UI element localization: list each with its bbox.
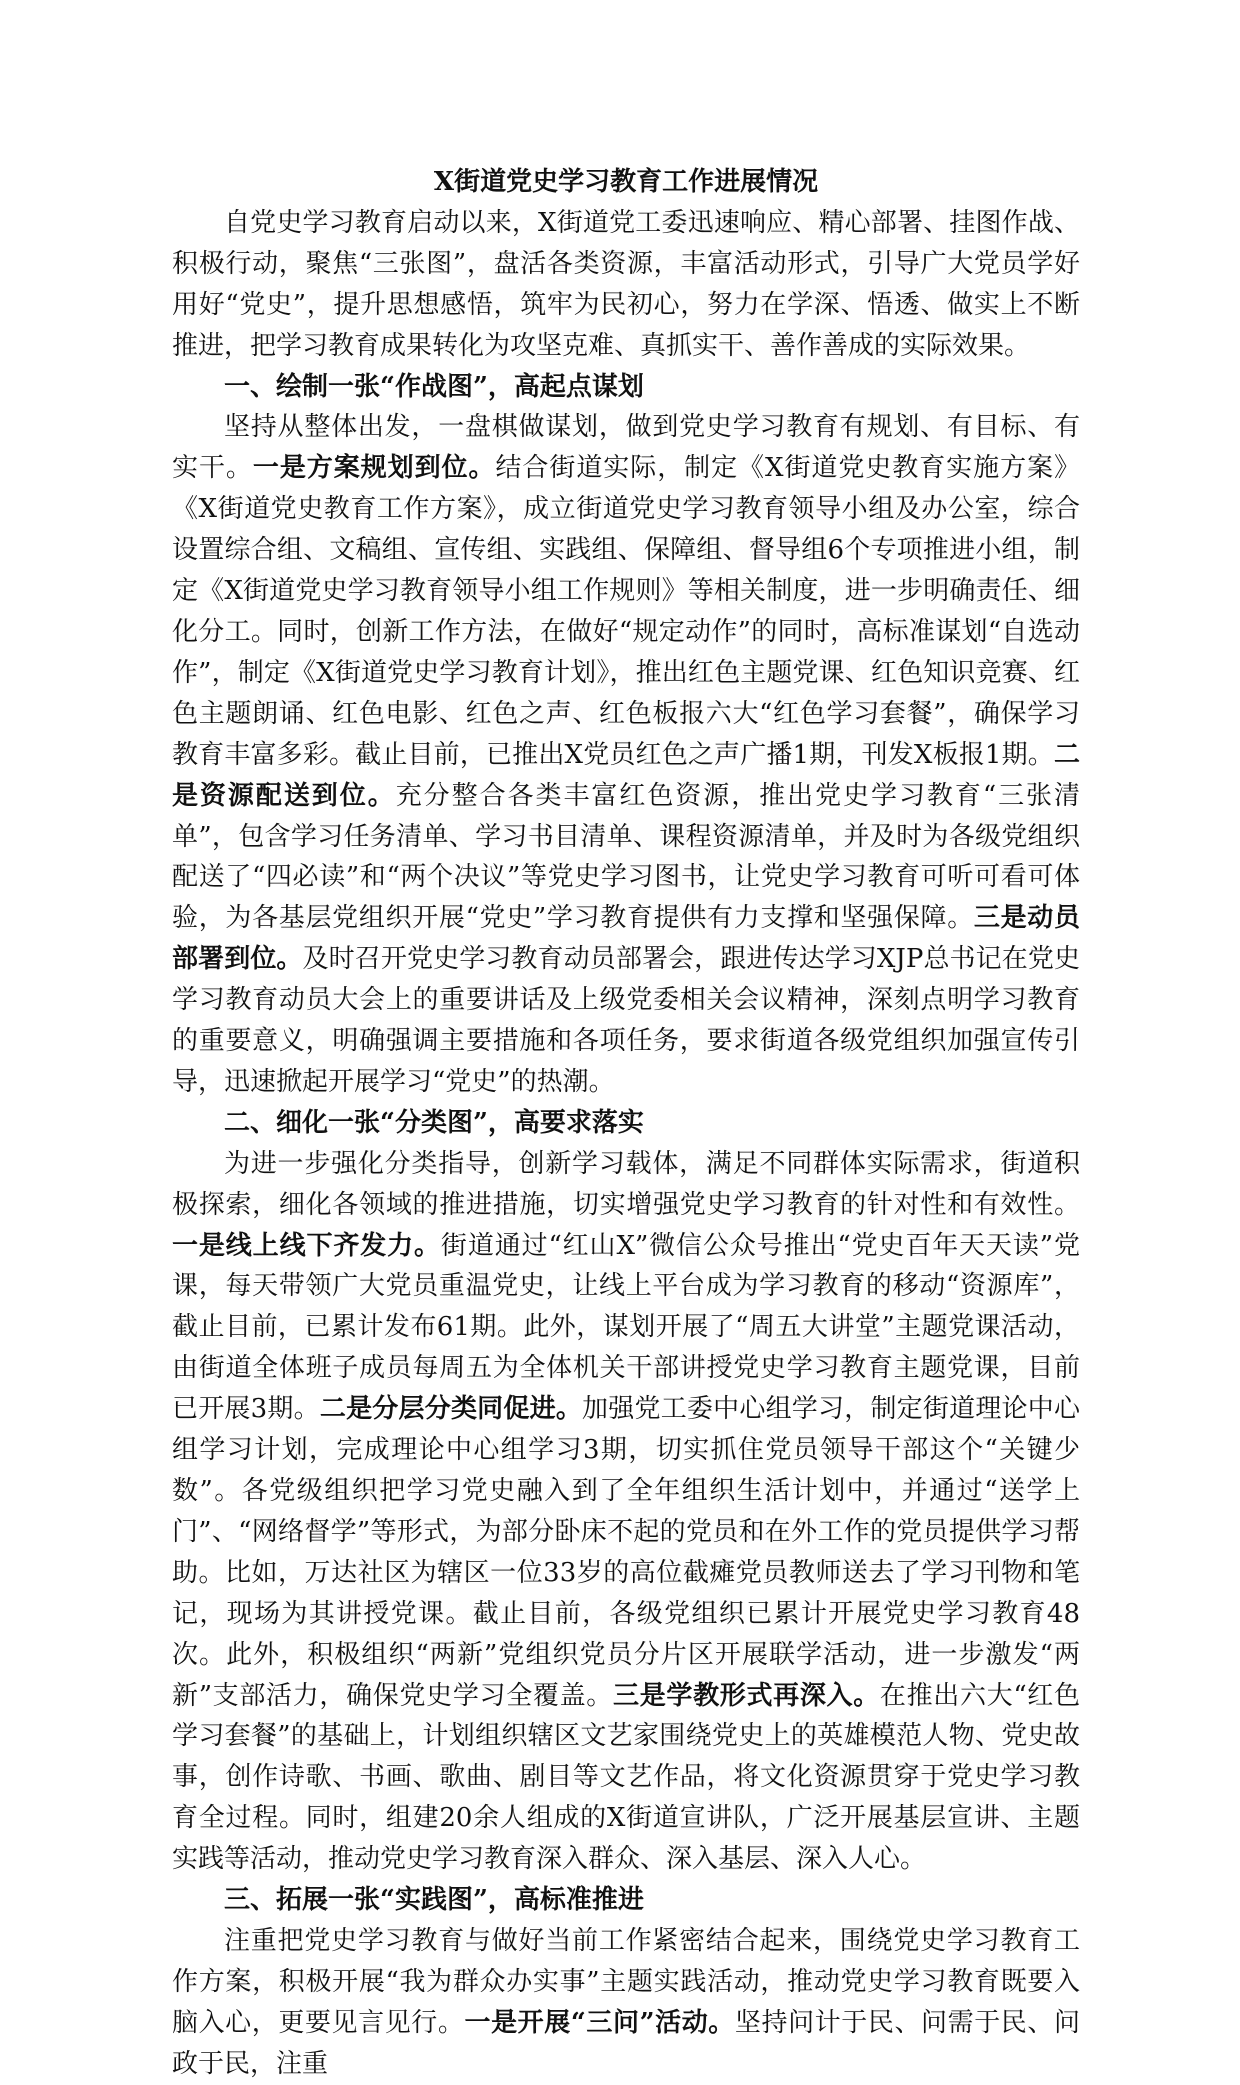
- key-point: 三是学教形式再深入。: [613, 1680, 880, 1711]
- key-point: 三是动员部署到位。: [172, 903, 1080, 975]
- body-text: 结合街道实际，制定《X街道党史教育实施方案》《X街道党史教育工作方案》，成立街道党史学习教育领导小组及办公室，综合设置综合组、文稿组、宣传组、实践组、保障组、督导组6个专项推进小组，制定《X街道党史学习教育领导小组工作规则》等相关制度，进一步明确责任、细化分工。同时，创新工作方法，在做好“规定动作”的同时，高标准谋划“自选动作”，制定《X街道党史学习教育计划》，推出红色主题党课、红色知识竞赛、红色主题朗诵、红色电影、红色之声、红色板报六大“红色学习套餐”，确保学习教育丰富多彩。截止目前，已推出X党员红色之声广播1期，刊发X板报1期。: [172, 453, 1080, 770]
- key-point: 一是开展“三问”活动。: [464, 2007, 735, 2038]
- key-point: 二是分层分类同促进。: [319, 1394, 583, 1425]
- body-text: 坚持问计于民、问需于民、问政于民，注重: [172, 2007, 1080, 2079]
- body-text: 街道通过“红山X”微信公众号推出“党史百年天天读”党课，每天带领广大党员重温党史，让线上平台成为学习教育的移动“资源库”，截止目前，已累计发布61期。此外，谋划开展了“周五大讲堂”主题党课活动，由街道全体班子成员每周五为全体机关干部讲授党史学习教育主题党课，目前已开展3期。: [172, 1230, 1080, 1425]
- key-point: 二是资源配送到位。: [172, 739, 1080, 811]
- body-text: 为进一步强化分类指导，创新学习载体，满足不同群体实际需求，街道积极探索，细化各领域的推进措施，切实增强党史学习教育的针对性和有效性。: [172, 1148, 1080, 1220]
- section-3-heading: 三、拓展一张“实践图”，高标准推进: [224, 1885, 644, 1916]
- key-point: 一是方案规划到位。: [252, 453, 496, 484]
- section-2-heading: 二、细化一张“分类图”，高要求落实: [224, 1107, 644, 1138]
- section-1-heading: 一、绘制一张“作战图”，高起点谋划: [224, 371, 644, 402]
- document-page: [172, 162, 1080, 2085]
- document-title: X街道党史学习教育工作进展情况: [433, 167, 819, 197]
- body-text: 加强党工委中心组学习，制定街道理论中心组学习计划，完成理论中心组学习3期，切实抓住党员领导干部这个“关键少数”。各党级组织把学习党史融入到了全年组织生活计划中，并通过“送学上门”、“网络督学”等形式，为部分卧床不起的党员和在外工作的党员提供学习帮助。比如，万达社区为辖区一位33岁的高位截瘫党员教师送去了学习刊物和笔记，现场为其讲授党课。截止目前，各级党组织已累计开展党史学习教育48次。此外，积极组织“两新”党组织党员分片区开展联学活动，进一步激发“两新”支部活力，确保党史学习全覆盖。: [172, 1394, 1080, 1711]
- body-text: 充分整合各类丰富红色资源，推出党史学习教育“三张清单”，包含学习任务清单、学习书目清单、课程资源清单，并及时为各级党组织配送了“四必读”和“两个决议”等党史学习图书，让党史学习教育可听可看可体验，为各基层党组织开展“党史”学习教育提供有力支撑和坚强保障。: [172, 780, 1080, 934]
- body-text: 及时召开党史学习教育动员部署会，跟进传达学习XJP总书记在党史学习教育动员大会上的重要讲话及上级党委相关会议精神，深刻点明学习教育的重要意义，明确强调主要措施和各项任务，要求街道各级党组织加强宣传引导，迅速掀起开展学习“党史”的热潮。: [172, 944, 1080, 1097]
- section-2-body: [172, 1144, 1080, 1880]
- body-text: 坚持从整体出发，一盘棋做谋划，做到党史学习教育有规划、有目标、有实干。: [172, 412, 1080, 484]
- body-text: 注重把党史学习教育与做好当前工作紧密结合起来，围绕党史学习教育工作方案，积极开展“我为群众办实事”主题实践活动，推动党史学习教育既要入脑入心，更要见言见行。: [172, 1925, 1080, 2038]
- body-text: 在推出六大“红色学习套餐”的基础上，计划组织辖区文艺家围绕党史上的英雄模范人物、党史故事，创作诗歌、书画、歌曲、剧目等文艺作品，将文化资源贯穿于党史学习教育全过程。同时，组建20余人组成的X街道宣讲队，广泛开展基层宣讲、主题实践等活动，推动党史学习教育深入群众、深入基层、深入人心。: [172, 1680, 1080, 1875]
- key-point: 一是线上线下齐发力。: [172, 1230, 441, 1261]
- intro-paragraph: 自党史学习教育启动以来，X街道党工委迅速响应、精心部署、挂图作战、积极行动，聚焦“三张图”，盘活各类资源，丰富活动形式，引导广大党员学好用好“党史”，提升思想感悟，筑牢为民初心，努力在学深、悟透、做实上不断推进，把学习教育成果转化为攻坚克难、真抓实干、善作善成的实际效果。: [172, 207, 1080, 361]
- section-3-body: [172, 1921, 1080, 2085]
- section-1-body: [172, 407, 1080, 1102]
